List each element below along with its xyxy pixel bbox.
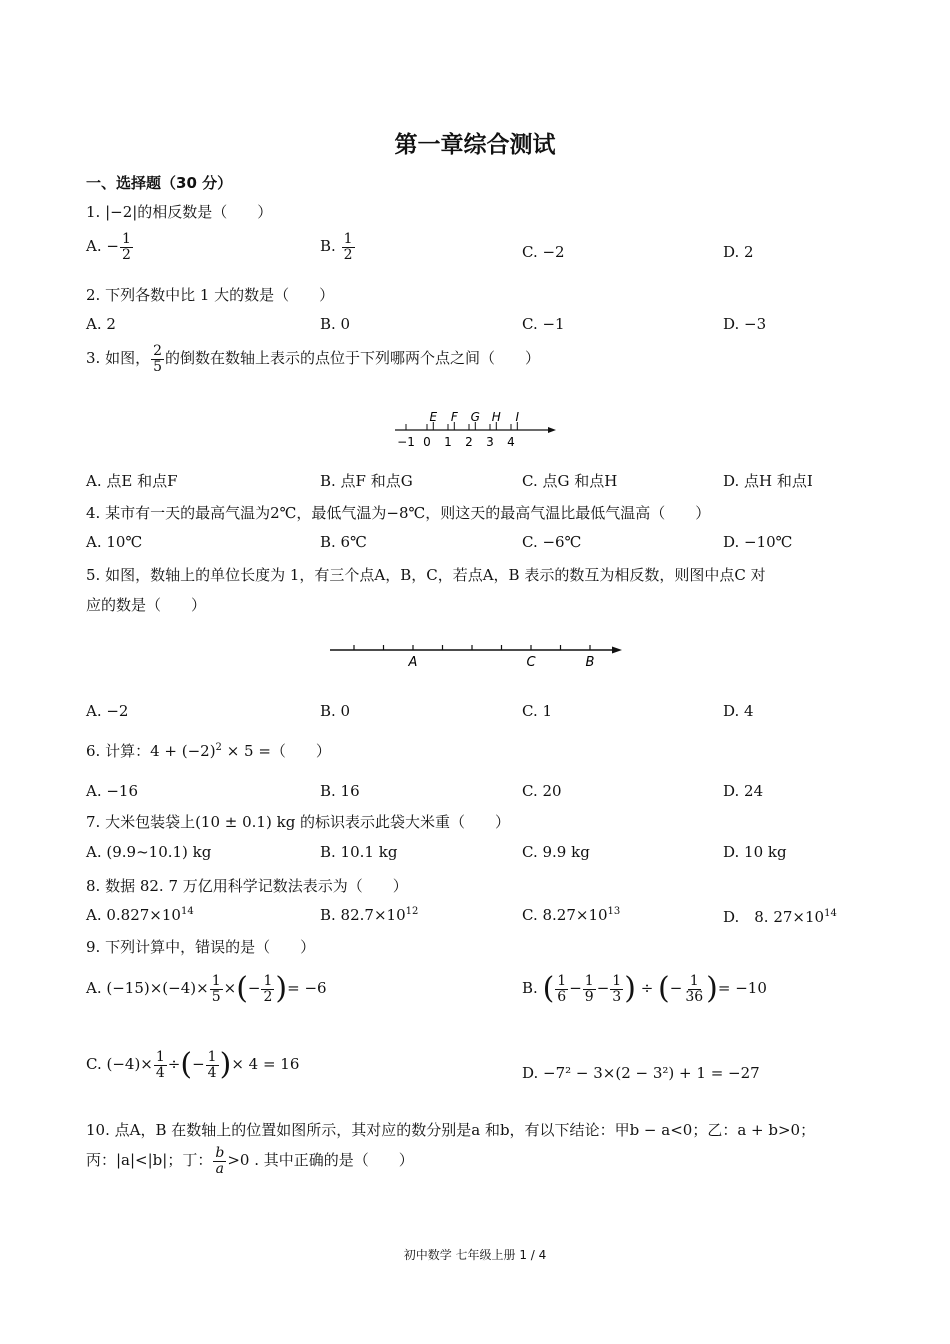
question-5-stem-line-1: 5. 如图，数轴上的单位长度为 1，有三个点A，B，C，若点A，B 表示的数互为相反数，则图中点C 对 <box>86 566 766 584</box>
page-title: 第一章综合测试 <box>394 132 556 158</box>
question-6-option-d: D. 24 <box>723 782 764 800</box>
question-4-option-c: C. −6℃ <box>522 533 582 551</box>
axis-arrow <box>548 427 556 433</box>
point-label: C <box>526 655 536 670</box>
point-label: A <box>408 655 418 670</box>
question-3-option-a: A. 点E 和点F <box>86 472 178 490</box>
question-2-option-d: D. −3 <box>723 315 767 333</box>
question-5-option-a: A. −2 <box>86 702 129 720</box>
question-4-option-b: B. 6℃ <box>320 533 367 551</box>
question-9-option-d: D. −7² − 3×(2 − 3²) + 1 = −27 <box>522 1064 760 1082</box>
section-heading: 一、选择题（30 分） <box>86 174 233 192</box>
question-4-stem: 4. 某市有一天的最高气温为2℃，最低气温为−8℃，则这天的最高气温比最低气温高（ ） <box>86 504 711 522</box>
tick-label: 1 <box>444 435 452 449</box>
question-2-option-b: B. 0 <box>320 315 351 333</box>
question-9-stem: 9. 下列计算中，错误的是（ ） <box>86 938 316 956</box>
tick-label: 3 <box>486 435 494 449</box>
axis-arrow <box>612 647 622 654</box>
point-label: E <box>429 410 438 424</box>
question-3-stem: 3. 如图， $\frac{2}{5}$ 的倒数在数轴上表示的点位于下列哪两个点之间（ ） <box>86 343 541 375</box>
question-6-option-c: C. 20 <box>522 782 562 800</box>
question-1-option-a: A. − $\frac{1}{2}$ <box>86 231 131 263</box>
question-9-option-a: A. (−15)×(−4)× $\frac{1}{5}$ ×(− $\frac{1}{2}$ )= −6 <box>86 971 327 1007</box>
question-8-option-b: B. $82.7\times 10^{12}$ <box>320 906 419 924</box>
question-8-stem: 8. 数据 82. 7 万亿用科学记数法表示为（ ） <box>86 877 408 895</box>
question-10-stem-line-2: 丙：|a|<|b|；丁： $\frac{b}{a}$ >0 . 其中正确的是（ ） <box>86 1145 414 1177</box>
question-2-stem: 2. 下列各数中比 1 大的数是（ ） <box>86 286 335 304</box>
question-4-option-d: D. −10℃ <box>723 533 793 551</box>
tick-label: −1 <box>397 435 415 449</box>
question-6-option-b: B. 16 <box>320 782 360 800</box>
question-7-option-a: A. (9.9~10.1) kg <box>86 843 212 861</box>
number-line-figure-1 <box>390 410 560 452</box>
question-3-option-b: B. 点F 和点G <box>320 472 413 490</box>
question-2-option-a: A. 2 <box>86 315 116 333</box>
point-label: G <box>470 410 480 424</box>
question-10-stem-line-1: 10. 点A，B 在数轴上的位置如图所示，其对应的数分别是a 和b，有以下结论：甲b − a<0；乙：a + b>0； <box>86 1121 816 1139</box>
question-9-option-b: B. ( $\frac{1}{6}$ − $\frac{1}{9}$ − $\frac{1}{3}$ ) ÷ (− $\frac{1}{36}$ )= −10 <box>522 971 767 1007</box>
question-8-option-c: C. $8.27\times 10^{13}$ <box>522 906 621 924</box>
question-1-stem: 1. |−2|的相反数是（ ） <box>86 203 273 221</box>
point-label: F <box>450 410 458 424</box>
question-3-option-c: C. 点G 和点H <box>522 472 618 490</box>
question-4-option-a: A. 10℃ <box>86 533 143 551</box>
question-8-option-a: A. $0.827\times 10^{14}$ <box>86 906 194 924</box>
question-8-option-d: D. 8. $27\times 10^{14}$ <box>723 908 837 926</box>
question-7-option-d: D. 10 kg <box>723 843 787 861</box>
point-label: B <box>585 655 595 670</box>
question-1-option-b: B. $\frac{1}{2}$ <box>320 231 353 263</box>
question-9-option-c: C. (−4)× $\frac{1}{4}$ ÷(− $\frac{1}{4}$ )× 4 = 16 <box>86 1047 300 1083</box>
tick-label: 0 <box>423 435 431 449</box>
point-label: H <box>491 410 501 424</box>
question-5-option-d: D. 4 <box>723 702 754 720</box>
question-7-option-c: C. 9.9 kg <box>522 843 590 861</box>
question-7-stem: 7. 大米包装袋上(10 ± 0.1) kg 的标识表示此袋大米重（ ） <box>86 813 511 831</box>
question-6-stem: 6. 计算：$4 + (-2)^2 \times 5$ =（ ） <box>86 742 331 760</box>
point-label: I <box>515 410 520 424</box>
page-footer: 初中数学 七年级上册 1 / 4 <box>403 1248 547 1262</box>
tick-label: 2 <box>465 435 473 449</box>
question-3-option-d: D. 点H 和点I <box>723 472 813 490</box>
question-1-option-d: D. 2 <box>723 243 754 261</box>
question-5-option-b: B. 0 <box>320 702 351 720</box>
question-2-option-c: C. −1 <box>522 315 565 333</box>
tick-label: 4 <box>507 435 515 449</box>
question-1-option-c: C. −2 <box>522 243 565 261</box>
question-6-option-a: A. −16 <box>86 782 139 800</box>
number-line-figure-2 <box>326 638 626 674</box>
question-7-option-b: B. 10.1 kg <box>320 843 398 861</box>
question-5-stem-line-2: 应的数是（ ） <box>86 596 207 614</box>
question-5-option-c: C. 1 <box>522 702 553 720</box>
